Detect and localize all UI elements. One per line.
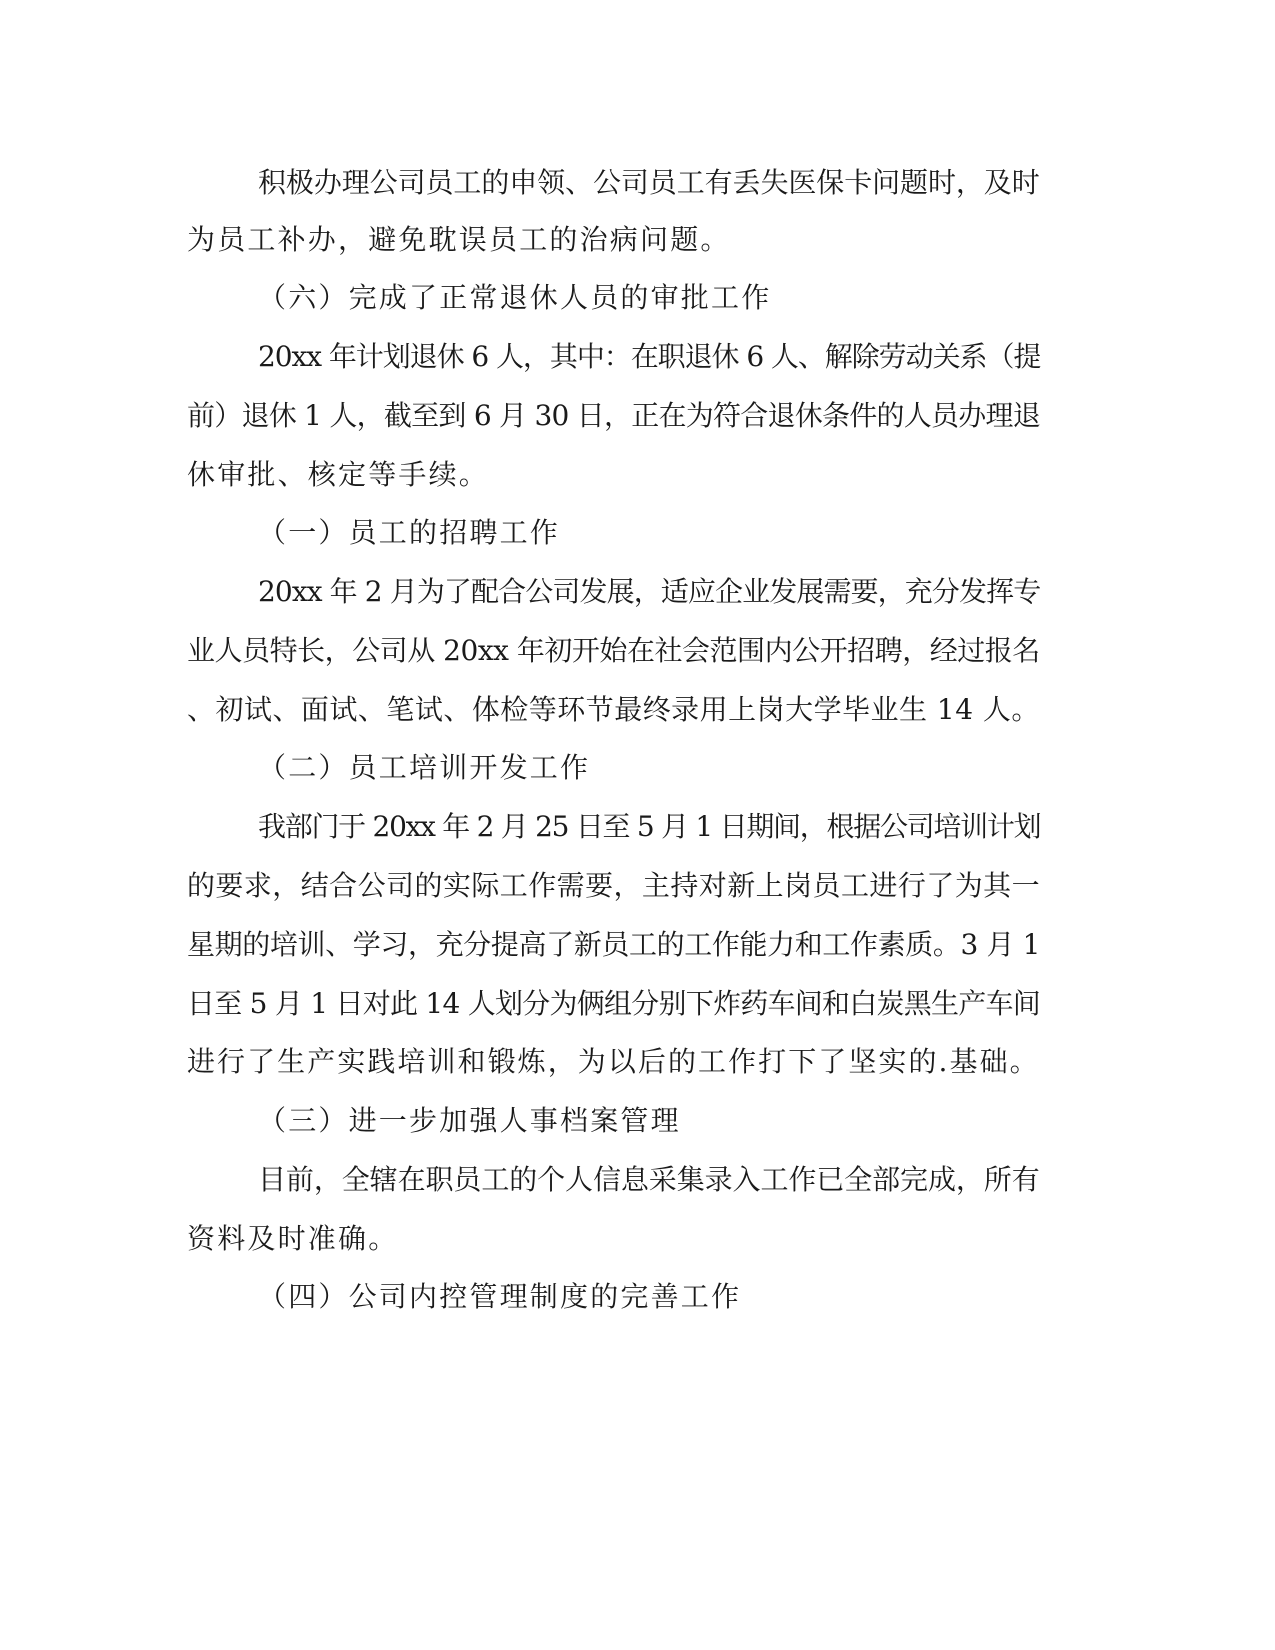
paragraph-line: 20xx 年计划退休 6 人，其中：在职退休 6 人、解除劳动关系（提 [258, 340, 1041, 373]
paragraph-line: 前）退休 1 人，截至到 6 月 30 日，正在为符合退休条件的人员办理退 [187, 399, 1041, 432]
paragraph-line: 积极办理公司员工的申领、公司员工有丢失医保卡问题时，及时 [258, 166, 1040, 199]
paragraph-line: 、初试、面试、笔试、体检等环节最终录用上岗大学毕业生 14 人。 [187, 693, 1040, 726]
paragraph-line: 进行了生产实践培训和锻炼，为以后的工作打下了坚实的.基础。 [187, 1045, 1040, 1078]
paragraph-line: 日至 5 月 1 日对此 14 人划分为俩组分别下炸药车间和白炭黑生产车间 [187, 987, 1041, 1020]
section-heading: （三）进一步加强人事档案管理 [258, 1104, 681, 1137]
section-heading: （六）完成了正常退休人员的审批工作 [258, 281, 772, 314]
section-heading: （一）员工的招聘工作 [258, 516, 561, 549]
paragraph-line: 我部门于 20xx 年 2 月 25 日至 5 月 1 日期间，根据公司培训计划 [258, 810, 1041, 843]
paragraph-line: 20xx 年 2 月为了配合公司发展，适应企业发展需要，充分发挥专 [258, 575, 1041, 608]
paragraph-line: 星期的培训、学习，充分提高了新员工的工作能力和工作素质。3 月 1 [187, 928, 1041, 961]
paragraph-line: 的要求，结合公司的实际工作需要，主持对新上岗员工进行了为其一 [187, 869, 1041, 902]
paragraph-line: 目前，全辖在职员工的个人信息采集录入工作已全部完成，所有 [258, 1163, 1040, 1196]
paragraph-line: 为员工补办，避免耽误员工的治病问题。 [187, 223, 731, 256]
paragraph-line: 休审批、核定等手续。 [187, 458, 490, 491]
section-heading: （四）公司内控管理制度的完善工作 [258, 1280, 742, 1313]
paragraph-line: 资料及时准确。 [187, 1222, 399, 1255]
paragraph-line: 业人员特长，公司从 20xx 年初开始在社会范围内公开招聘，经过报名 [187, 634, 1040, 667]
section-heading: （二）员工培训开发工作 [258, 751, 591, 784]
